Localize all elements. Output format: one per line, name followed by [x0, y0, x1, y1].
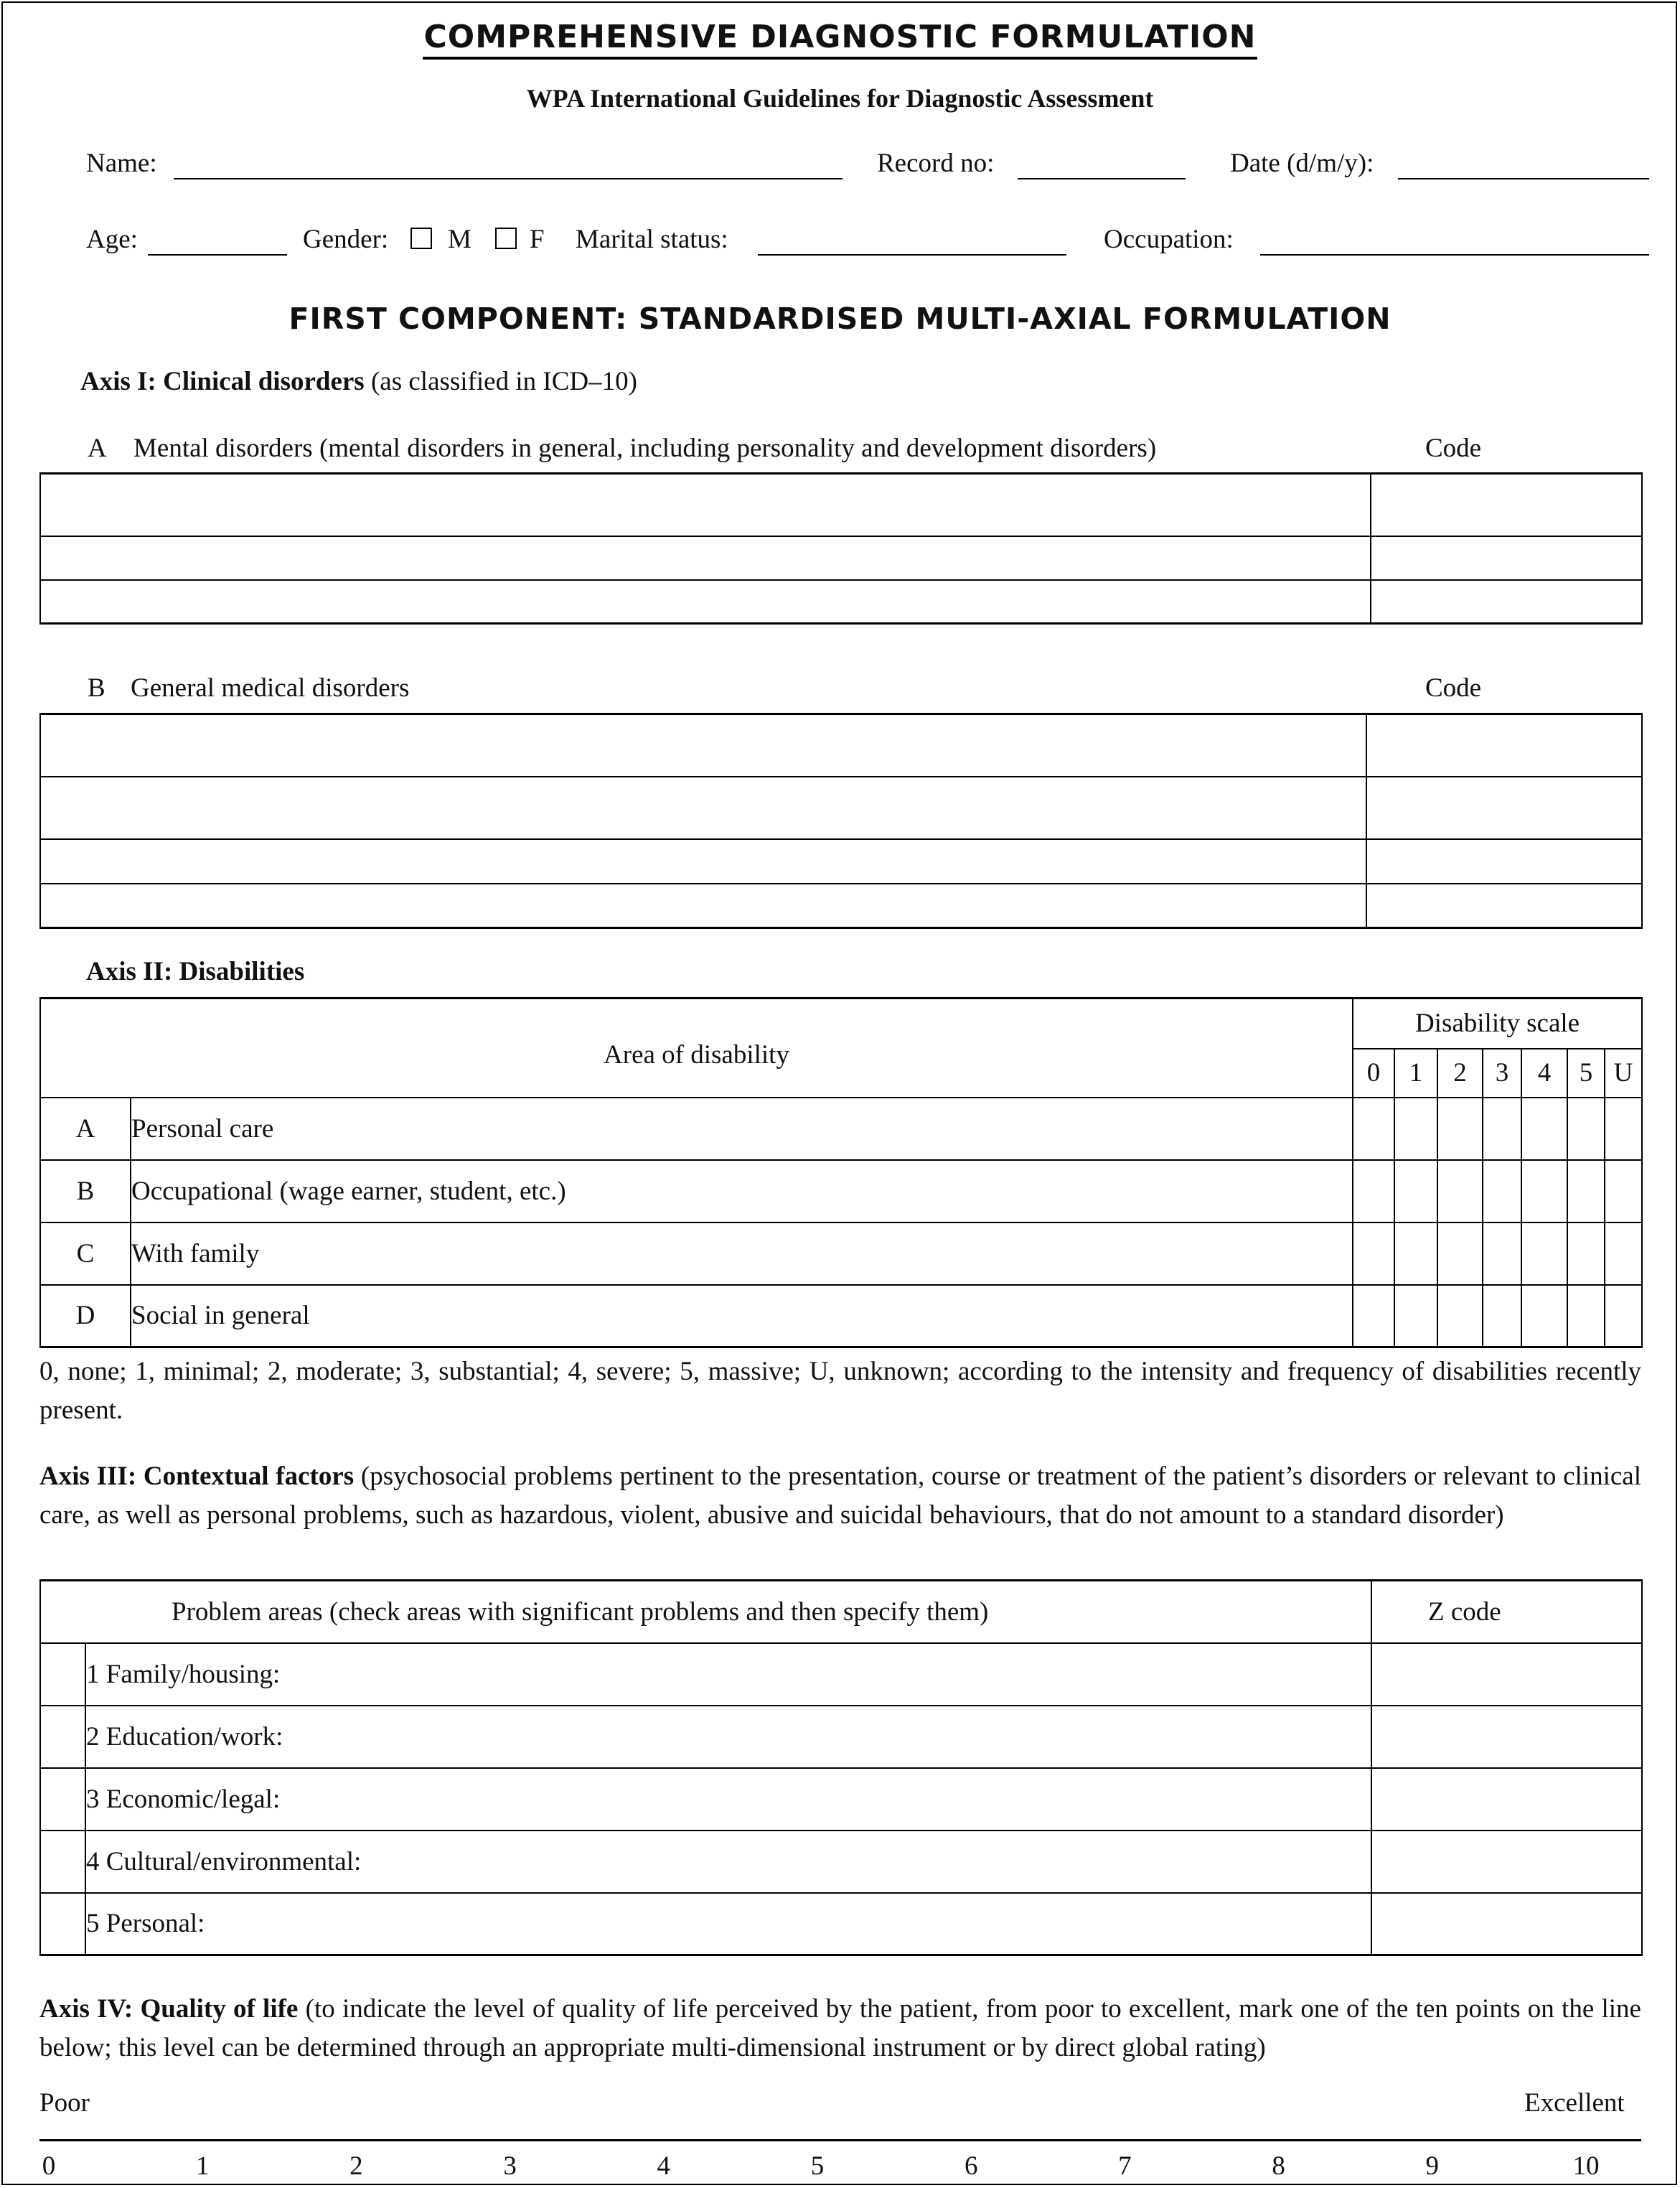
- scale-cell[interactable]: [1605, 1160, 1642, 1222]
- quality-scale-point[interactable]: 4: [657, 2151, 671, 2181]
- disorder-cell[interactable]: [40, 474, 1371, 536]
- scale-cell[interactable]: [1521, 1222, 1567, 1285]
- scale-cell[interactable]: [1353, 1098, 1394, 1160]
- scale-cell[interactable]: [1567, 1098, 1605, 1160]
- quality-scale-point[interactable]: 0: [42, 2151, 56, 2181]
- scale-header: Disability scale: [1353, 999, 1642, 1049]
- scale-col-header: U: [1605, 1049, 1642, 1098]
- contextual-factors-table: [39, 1579, 1643, 1956]
- problem-checkbox[interactable]: [40, 1643, 85, 1706]
- scale-cell[interactable]: [1437, 1098, 1483, 1160]
- disorder-cell[interactable]: [40, 536, 1371, 580]
- quality-scale-point[interactable]: 1: [195, 2151, 210, 2181]
- code-cell[interactable]: [1366, 777, 1642, 839]
- table-row: [40, 884, 1642, 928]
- marital-status-field[interactable]: [758, 254, 1066, 256]
- axis1-heading-bold: Axis I: Clinical disorders: [80, 367, 365, 396]
- problem-area-label: 4 Cultural/environmental:: [85, 1831, 1371, 1893]
- scale-cell[interactable]: [1353, 1222, 1394, 1285]
- age-label: Age:: [86, 225, 138, 254]
- table-row: [40, 1098, 1642, 1160]
- scale-cell[interactable]: [1394, 1222, 1437, 1285]
- problem-area-label: 5 Personal:: [85, 1893, 1371, 1955]
- problem-area-label: 2 Education/work:: [85, 1706, 1371, 1768]
- record-no-label: Record no:: [877, 149, 995, 178]
- table-row: [40, 1768, 1642, 1831]
- age-field[interactable]: [148, 254, 287, 256]
- table-row: [40, 536, 1642, 580]
- occupation-field[interactable]: [1260, 254, 1649, 256]
- quality-scale-point[interactable]: 10: [1572, 2151, 1600, 2181]
- table-row: [40, 1160, 1642, 1222]
- scale-cell[interactable]: [1353, 1160, 1394, 1222]
- table-header-row: [40, 999, 1642, 1049]
- zcode-cell[interactable]: [1371, 1643, 1642, 1706]
- table-row: [40, 580, 1642, 624]
- disorder-cell[interactable]: [40, 884, 1366, 928]
- table-row: [40, 1706, 1642, 1768]
- table-row: [40, 714, 1642, 777]
- scale-cell[interactable]: [1521, 1285, 1567, 1347]
- quality-of-life-scale-line[interactable]: [39, 2139, 1641, 2141]
- scale-col-header: 3: [1483, 1049, 1521, 1098]
- row-letter: D: [40, 1285, 131, 1347]
- date-field[interactable]: [1398, 178, 1649, 179]
- zcode-cell[interactable]: [1371, 1706, 1642, 1768]
- scale-cell[interactable]: [1437, 1160, 1483, 1222]
- axis1-b-code-label: Code: [1425, 673, 1482, 703]
- gender-m-label: M: [448, 225, 471, 254]
- disorder-cell[interactable]: [40, 777, 1366, 839]
- scale-cell[interactable]: [1567, 1222, 1605, 1285]
- scale-cell[interactable]: [1394, 1160, 1437, 1222]
- table-header-row: [40, 1581, 1642, 1643]
- scale-cell[interactable]: [1394, 1285, 1437, 1347]
- axis1-a-letter: A: [88, 434, 107, 463]
- code-cell[interactable]: [1366, 839, 1642, 884]
- disorder-cell[interactable]: [40, 839, 1366, 884]
- scale-cell[interactable]: [1567, 1285, 1605, 1347]
- axis1-heading: [80, 366, 637, 397]
- form-subtitle: WPA International Guidelines for Diagnostic Assessment: [526, 84, 1154, 113]
- row-letter: C: [40, 1222, 131, 1285]
- problem-area-label: 1 Family/housing:: [85, 1643, 1371, 1706]
- axis1-a-code-label: Code: [1425, 434, 1482, 463]
- quality-scale-point[interactable]: 9: [1425, 2151, 1440, 2181]
- table-row: [40, 1285, 1642, 1347]
- scale-cell[interactable]: [1437, 1222, 1483, 1285]
- table-row: [40, 474, 1642, 536]
- zcode-cell[interactable]: [1371, 1893, 1642, 1955]
- table-row: [40, 1831, 1642, 1893]
- scale-cell[interactable]: [1483, 1285, 1521, 1347]
- gender-f-checkbox[interactable]: [495, 228, 517, 249]
- disabilities-table: [39, 997, 1643, 1348]
- axis3-heading-rest: (psychosocial problems pertinent to the presentation, course or treatment of the patient’s disorders or relevant to clinical care, as well as personal problems, such as hazardous, violent, abusive and suicidal behaviours, that do not amount to a standard disorder): [39, 1462, 1641, 1530]
- table-row: [40, 1222, 1642, 1285]
- mental-disorders-table: [39, 472, 1643, 625]
- code-cell[interactable]: [1371, 536, 1642, 580]
- axis1-a-label: Mental disorders (mental disorders in general, including personality and development disorders): [133, 434, 1157, 463]
- problem-checkbox[interactable]: [40, 1768, 85, 1831]
- table-row: [40, 1643, 1642, 1706]
- scale-cell[interactable]: [1483, 1098, 1521, 1160]
- gender-label: Gender:: [303, 225, 389, 254]
- problem-checkbox[interactable]: [40, 1893, 85, 1955]
- code-cell[interactable]: [1371, 580, 1642, 624]
- code-cell[interactable]: [1371, 474, 1642, 536]
- disorder-cell[interactable]: [40, 580, 1371, 624]
- axis4-heading: [39, 1990, 1641, 2067]
- axis3-heading: [39, 1457, 1641, 1535]
- axis1-heading-rest: (as classified in ICD–10): [364, 367, 637, 396]
- marital-status-label: Marital status:: [576, 225, 728, 254]
- problem-areas-header: Problem areas (check areas with significant problems and then specify them): [40, 1581, 1371, 1643]
- date-label: Date (d/m/y):: [1230, 149, 1374, 178]
- problem-checkbox[interactable]: [40, 1831, 85, 1893]
- scale-col-header: 0: [1353, 1049, 1394, 1098]
- quality-excellent-label: Excellent: [1524, 2088, 1625, 2118]
- quality-scale-point[interactable]: 5: [810, 2151, 825, 2181]
- row-letter: B: [40, 1160, 131, 1222]
- row-label: Social in general: [131, 1285, 1353, 1347]
- scale-cell[interactable]: [1394, 1098, 1437, 1160]
- scale-cell[interactable]: [1521, 1160, 1567, 1222]
- area-header: Area of disability: [40, 999, 1353, 1098]
- name-label: Name:: [86, 149, 157, 178]
- scale-cell[interactable]: [1483, 1160, 1521, 1222]
- scale-col-header: 2: [1437, 1049, 1483, 1098]
- medical-disorders-table: [39, 713, 1643, 929]
- row-label: Occupational (wage earner, student, etc.): [131, 1160, 1353, 1222]
- disorder-cell[interactable]: [40, 714, 1366, 777]
- quality-scale-point[interactable]: 3: [503, 2151, 517, 2181]
- axis2-heading: Axis II: Disabilities: [86, 957, 305, 986]
- form-title: COMPREHENSIVE DIAGNOSTIC FORMULATION: [0, 19, 1680, 55]
- axis4-heading-rest: (to indicate the level of quality of life perceived by the patient, from poor to excellent, mark one of the ten points on the line below; this level can be determined through an appropriate multi-dimensional instrument or by direct global rating): [39, 1994, 1641, 2062]
- scale-cell[interactable]: [1521, 1098, 1567, 1160]
- row-letter: A: [40, 1098, 131, 1160]
- name-field[interactable]: [174, 178, 843, 179]
- scale-col-header: 1: [1394, 1049, 1437, 1098]
- quality-poor-label: Poor: [39, 2088, 90, 2118]
- row-label: With family: [131, 1222, 1353, 1285]
- axis1-b-label: General medical disorders: [131, 673, 410, 703]
- axis1-b-letter: B: [88, 673, 105, 703]
- scale-cell[interactable]: [1605, 1098, 1642, 1160]
- quality-scale-point[interactable]: 8: [1272, 2151, 1285, 2181]
- problem-area-label: 3 Economic/legal:: [85, 1768, 1371, 1831]
- record-no-field[interactable]: [1018, 178, 1186, 179]
- table-row: [40, 839, 1642, 884]
- scale-col-header: 5: [1567, 1049, 1605, 1098]
- scale-cell[interactable]: [1567, 1160, 1605, 1222]
- code-cell[interactable]: [1366, 714, 1642, 777]
- gender-f-label: F: [530, 225, 545, 254]
- scale-cell[interactable]: [1353, 1285, 1394, 1347]
- scale-cell[interactable]: [1605, 1222, 1642, 1285]
- disability-legend: 0, none; 1, minimal; 2, moderate; 3, substantial; 4, severe; 5, massive; U, unknown; according to the intensity and frequency of disabilities recently present.: [39, 1357, 1641, 1425]
- scale-col-header: 4: [1521, 1049, 1567, 1098]
- problem-checkbox[interactable]: [40, 1706, 85, 1768]
- zcode-cell[interactable]: [1371, 1768, 1642, 1831]
- zcode-header: Z code: [1371, 1581, 1642, 1643]
- occupation-label: Occupation:: [1104, 225, 1234, 254]
- table-row: [40, 777, 1642, 839]
- axis3-heading-bold: Axis III: Contextual factors: [39, 1462, 355, 1491]
- row-label: Personal care: [131, 1098, 1353, 1160]
- code-cell[interactable]: [1366, 884, 1642, 928]
- scale-cell[interactable]: [1437, 1285, 1483, 1347]
- quality-scale-point[interactable]: 6: [964, 2151, 978, 2181]
- quality-scale-point[interactable]: 2: [349, 2151, 363, 2181]
- component-title: FIRST COMPONENT: STANDARDISED MULTI-AXIAL FORMULATION: [288, 301, 1392, 336]
- table-row: [40, 1893, 1642, 1955]
- zcode-cell[interactable]: [1371, 1831, 1642, 1893]
- quality-scale-point[interactable]: 7: [1118, 2151, 1132, 2181]
- gender-m-checkbox[interactable]: [410, 228, 432, 249]
- scale-cell[interactable]: [1605, 1285, 1642, 1347]
- scale-cell[interactable]: [1483, 1222, 1521, 1285]
- axis4-heading-bold: Axis IV: Quality of life: [39, 1994, 299, 2024]
